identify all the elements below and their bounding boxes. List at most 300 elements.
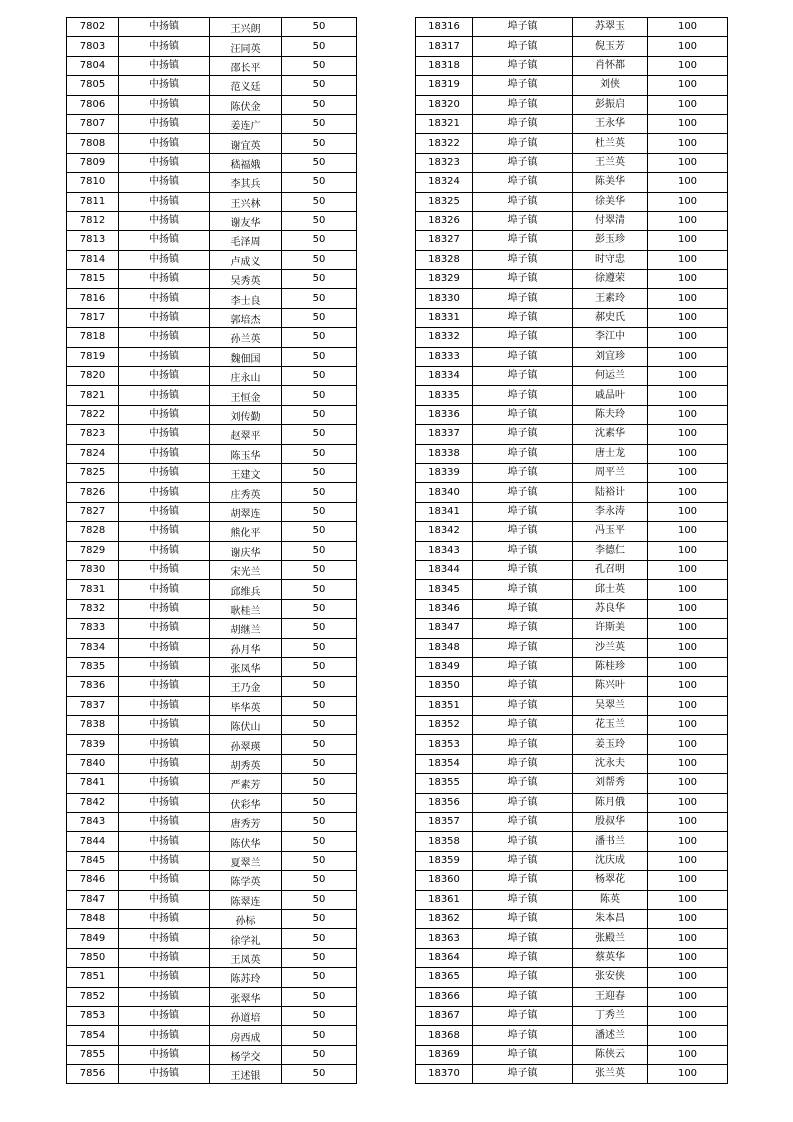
cell-town-text: 埠子镇 <box>507 951 538 963</box>
cell-town <box>473 270 573 289</box>
cell-amount-text: 100 <box>677 758 698 770</box>
cell-town-text: 中扬镇 <box>149 215 179 227</box>
cell-number-text: 18349 <box>428 661 460 673</box>
cell-number-text: 7817 <box>79 312 106 324</box>
cell-name-text: 徐学礼 <box>230 935 261 947</box>
cell-name <box>573 463 648 482</box>
cell-number <box>416 832 473 851</box>
table-row <box>67 832 357 851</box>
table-row <box>416 386 728 405</box>
cell-number <box>416 677 473 696</box>
table-row <box>416 793 728 812</box>
cell-name-text: 卢成义 <box>230 256 261 268</box>
cell-amount-text: 100 <box>677 661 698 673</box>
cell-amount <box>282 173 357 192</box>
cell-town <box>473 735 573 754</box>
cell-name-text: 潘述兰 <box>595 1029 625 1041</box>
cell-amount-text: 50 <box>312 428 326 440</box>
table-row <box>67 1006 357 1025</box>
cell-town-text: 中扬镇 <box>149 409 179 420</box>
cell-number-text: 7805 <box>79 79 106 91</box>
cell-name <box>210 367 282 386</box>
cell-name-text: 李士良 <box>230 295 261 307</box>
cell-number <box>416 250 473 269</box>
cell-name-text: 张安侠 <box>595 971 625 983</box>
cell-number <box>416 37 473 56</box>
table-row <box>416 987 728 1006</box>
cell-town-text: 中扬镇 <box>149 583 179 595</box>
cell-number-text: 7829 <box>79 544 106 556</box>
cell-name <box>573 871 648 890</box>
cell-name <box>573 18 648 37</box>
cell-town-text: 埠子镇 <box>507 971 538 983</box>
table-row <box>67 1065 357 1084</box>
cell-name <box>573 95 648 114</box>
cell-number-text: 18347 <box>428 622 460 634</box>
cell-number-text: 18343 <box>428 544 460 556</box>
cell-town-text: 埠子镇 <box>507 816 538 828</box>
cell-number-text: 18323 <box>428 156 460 168</box>
table-row <box>67 270 357 289</box>
cell-name <box>573 405 648 424</box>
cell-number-text: 18367 <box>428 1010 460 1022</box>
cell-number-text: 18361 <box>428 893 460 905</box>
cell-town-text: 埠子镇 <box>507 79 538 91</box>
cell-town <box>119 95 210 114</box>
cell-number-text: 7812 <box>79 215 106 227</box>
cell-amount <box>282 948 357 967</box>
cell-name <box>210 114 282 133</box>
cell-town <box>473 173 573 192</box>
cell-amount <box>282 134 357 153</box>
cell-name-text: 张凤华 <box>230 664 261 676</box>
cell-town-text: 中扬镇 <box>149 370 179 382</box>
cell-number <box>67 599 119 618</box>
cell-name <box>210 774 282 793</box>
table-row <box>416 502 728 521</box>
cell-number <box>416 696 473 715</box>
cell-name-text: 王述银 <box>230 1071 261 1083</box>
cell-amount-text: 50 <box>312 331 326 343</box>
cell-amount-text: 50 <box>312 971 326 983</box>
cell-town-text: 中扬镇 <box>149 893 179 905</box>
cell-town-text: 中扬镇 <box>149 1029 179 1041</box>
cell-name <box>573 231 648 250</box>
cell-number-text: 18321 <box>428 118 460 130</box>
cell-amount <box>648 987 728 1006</box>
cell-town <box>119 153 210 172</box>
cell-name <box>573 250 648 269</box>
cell-amount <box>648 580 728 599</box>
cell-town-text: 埠子镇 <box>507 1029 538 1041</box>
cell-amount-text: 50 <box>312 990 326 1002</box>
cell-amount-text: 50 <box>312 1068 326 1080</box>
cell-town <box>119 502 210 521</box>
cell-number-text: 7823 <box>79 428 106 440</box>
roster-table-right <box>415 17 728 1084</box>
table-row <box>67 289 357 308</box>
cell-number-text: 7814 <box>79 253 106 265</box>
cell-town <box>119 76 210 95</box>
cell-name <box>210 929 282 948</box>
cell-amount-text: 50 <box>312 370 326 382</box>
cell-town-text: 中扬镇 <box>149 719 179 731</box>
cell-amount <box>282 522 357 541</box>
cell-number-text: 7835 <box>79 661 106 673</box>
cell-town <box>119 890 210 909</box>
cell-number <box>67 405 119 424</box>
cell-name-text: 徐美华 <box>595 195 625 207</box>
cell-town-text: 埠子镇 <box>507 312 538 324</box>
cell-number-text: 18327 <box>428 234 460 246</box>
cell-amount-text: 100 <box>677 874 698 886</box>
table-row <box>67 1026 357 1045</box>
cell-number-text: 7850 <box>79 951 106 963</box>
cell-amount-text: 50 <box>312 1010 326 1022</box>
cell-name-text: 陈侠云 <box>595 1048 625 1060</box>
cell-amount-text: 50 <box>312 816 326 828</box>
table-row <box>416 638 728 657</box>
cell-amount <box>648 483 728 502</box>
cell-number <box>416 153 473 172</box>
table-row <box>67 541 357 560</box>
cell-name <box>573 56 648 75</box>
cell-name <box>210 289 282 308</box>
cell-name <box>210 657 282 676</box>
cell-amount <box>282 483 357 502</box>
table-row <box>67 328 357 347</box>
table-row <box>67 192 357 211</box>
cell-amount <box>282 832 357 851</box>
cell-number-text: 7830 <box>79 564 106 576</box>
cell-town <box>473 677 573 696</box>
table-row <box>67 948 357 967</box>
cell-amount-text: 50 <box>312 951 326 963</box>
cell-town-text: 埠子镇 <box>507 641 538 653</box>
cell-town-text: 埠子镇 <box>507 525 538 537</box>
cell-amount-text: 100 <box>677 98 698 110</box>
cell-town-text: 中扬镇 <box>149 951 179 963</box>
cell-number-text: 18339 <box>428 467 460 479</box>
cell-amount-text: 50 <box>312 932 326 944</box>
cell-town-text: 埠子镇 <box>507 137 538 149</box>
cell-town <box>473 95 573 114</box>
cell-town <box>119 211 210 230</box>
cell-amount <box>282 657 357 676</box>
cell-number <box>67 1065 119 1084</box>
cell-name-text: 耿桂兰 <box>230 605 261 617</box>
cell-name-text: 倪玉芳 <box>595 40 625 52</box>
cell-number-text: 18370 <box>428 1068 460 1080</box>
cell-name-text: 张兰英 <box>595 1068 625 1080</box>
table-row <box>416 619 728 638</box>
cell-town <box>473 367 573 386</box>
cell-number-text: 18357 <box>428 816 460 828</box>
table-row <box>67 851 357 870</box>
cell-name <box>573 328 648 347</box>
cell-name-text: 许斯美 <box>595 622 625 634</box>
cell-name <box>573 677 648 696</box>
cell-amount-text: 100 <box>677 59 698 71</box>
cell-amount-text: 50 <box>312 758 326 770</box>
cell-name <box>573 832 648 851</box>
cell-name-text: 王素玲 <box>595 292 625 304</box>
cell-amount-text: 100 <box>677 835 698 847</box>
cell-amount <box>648 289 728 308</box>
cell-name-text: 沈素华 <box>595 428 625 440</box>
cell-number-text: 7842 <box>79 796 106 808</box>
cell-town-text: 中扬镇 <box>149 680 179 692</box>
cell-amount <box>648 405 728 424</box>
table-row <box>416 1045 728 1064</box>
table-row <box>67 114 357 133</box>
cell-number-text: 18322 <box>428 137 460 149</box>
cell-number <box>67 211 119 230</box>
cell-amount-text: 50 <box>312 292 326 304</box>
cell-town <box>473 522 573 541</box>
cell-town <box>119 270 210 289</box>
cell-amount-text: 50 <box>312 389 326 401</box>
cell-name <box>573 502 648 521</box>
cell-amount <box>282 1065 357 1084</box>
table-row <box>67 18 357 37</box>
cell-name <box>573 774 648 793</box>
table-row <box>416 1026 728 1045</box>
cell-town-text: 中扬镇 <box>149 312 179 324</box>
cell-amount <box>648 192 728 211</box>
cell-name <box>210 18 282 37</box>
cell-number-text: 18359 <box>428 854 460 866</box>
cell-name <box>573 1065 648 1084</box>
table-row <box>67 677 357 696</box>
cell-name-text: 王迎春 <box>595 990 625 1002</box>
cell-number <box>416 599 473 618</box>
cell-name-text: 陈伏山 <box>230 722 261 734</box>
table-row <box>416 56 728 75</box>
cell-town-text: 中扬镇 <box>149 854 179 866</box>
cell-town-text: 中扬镇 <box>149 273 179 285</box>
cell-town-text: 埠子镇 <box>507 176 538 188</box>
cell-amount-text: 100 <box>677 331 698 343</box>
cell-number <box>67 270 119 289</box>
cell-number-text: 7848 <box>79 913 106 925</box>
cell-name-text: 陆裕计 <box>595 486 625 498</box>
cell-number <box>416 1065 473 1084</box>
table-row <box>67 696 357 715</box>
cell-amount-text: 100 <box>677 1010 698 1022</box>
cell-amount-text: 50 <box>312 312 326 324</box>
cell-town <box>119 774 210 793</box>
roster-table-left <box>66 17 357 1084</box>
cell-town <box>473 134 573 153</box>
cell-number-text: 18345 <box>428 583 460 595</box>
cell-name <box>210 134 282 153</box>
cell-town <box>119 580 210 599</box>
cell-number-text: 18366 <box>428 990 460 1002</box>
cell-number-text: 7825 <box>79 467 106 479</box>
table-row <box>67 367 357 386</box>
cell-town-text: 中扬镇 <box>149 564 179 576</box>
cell-town <box>473 793 573 812</box>
cell-name <box>210 522 282 541</box>
cell-amount <box>282 716 357 735</box>
cell-town <box>473 560 573 579</box>
cell-number <box>416 1006 473 1025</box>
cell-amount-text: 50 <box>312 854 326 866</box>
cell-amount-text: 50 <box>312 544 326 556</box>
cell-town <box>119 793 210 812</box>
cell-name <box>573 909 648 928</box>
cell-town <box>119 813 210 832</box>
cell-name-text: 陈伏华 <box>230 838 261 850</box>
cell-number <box>67 308 119 327</box>
cell-amount <box>648 95 728 114</box>
cell-amount-text: 50 <box>312 137 326 149</box>
table-row <box>416 968 728 987</box>
cell-number <box>416 948 473 967</box>
cell-town <box>473 386 573 405</box>
cell-number <box>67 890 119 909</box>
cell-town <box>119 463 210 482</box>
cell-name-text: 严素芳 <box>230 780 261 792</box>
cell-town <box>473 832 573 851</box>
cell-name-text: 王兴林 <box>230 198 261 210</box>
table-row <box>416 890 728 909</box>
cell-name-text: 汪同英 <box>230 43 261 55</box>
table-row <box>67 134 357 153</box>
cell-town <box>473 1045 573 1064</box>
cell-number-text: 7840 <box>79 758 106 770</box>
table-row <box>416 270 728 289</box>
cell-town <box>473 657 573 676</box>
cell-amount <box>648 754 728 773</box>
cell-name-text: 孙月华 <box>230 644 261 656</box>
cell-name <box>573 1006 648 1025</box>
cell-number <box>416 968 473 987</box>
table-row <box>416 522 728 541</box>
cell-name <box>573 153 648 172</box>
table-row <box>416 1006 728 1025</box>
cell-number <box>67 696 119 715</box>
cell-name-text: 孙翠瑛 <box>230 741 261 753</box>
cell-name <box>210 754 282 773</box>
cell-amount <box>648 871 728 890</box>
cell-amount-text: 100 <box>677 583 698 595</box>
cell-number-text: 18326 <box>428 215 460 227</box>
cell-town-text: 中扬镇 <box>149 1010 179 1022</box>
table-row <box>416 560 728 579</box>
cell-number-text: 18365 <box>428 971 460 983</box>
cell-name-text: 沙兰英 <box>595 641 625 653</box>
cell-amount-text: 50 <box>312 661 326 673</box>
cell-amount <box>282 754 357 773</box>
cell-amount-text: 100 <box>677 176 698 188</box>
cell-amount-text: 50 <box>312 913 326 925</box>
cell-amount-text: 50 <box>312 350 326 362</box>
cell-town-text: 中扬镇 <box>149 1048 179 1060</box>
cell-amount-text: 100 <box>677 1029 698 1041</box>
cell-town-text: 埠子镇 <box>507 505 538 517</box>
cell-name-text: 郝史氏 <box>595 312 625 324</box>
cell-amount-text: 50 <box>312 1029 326 1041</box>
cell-town <box>473 347 573 366</box>
cell-amount <box>648 18 728 37</box>
cell-name <box>210 153 282 172</box>
cell-town <box>119 619 210 638</box>
cell-town <box>119 657 210 676</box>
cell-name-text: 陈美华 <box>595 176 625 188</box>
cell-town-text: 埠子镇 <box>507 602 538 614</box>
cell-number-text: 18368 <box>428 1029 460 1041</box>
cell-number <box>416 502 473 521</box>
cell-amount <box>282 813 357 832</box>
cell-number <box>67 134 119 153</box>
cell-number <box>416 173 473 192</box>
cell-name-text: 张殿兰 <box>595 932 625 944</box>
cell-amount <box>282 211 357 230</box>
cell-number-text: 7816 <box>79 292 106 304</box>
cell-town-text: 埠子镇 <box>507 854 538 866</box>
cell-name-text: 冯玉平 <box>595 525 625 537</box>
cell-amount-text: 50 <box>312 680 326 692</box>
cell-amount-text: 50 <box>312 195 326 207</box>
cell-amount-text: 50 <box>312 156 326 168</box>
cell-name <box>573 308 648 327</box>
cell-town-text: 埠子镇 <box>507 796 538 808</box>
cell-amount <box>282 1026 357 1045</box>
table-row <box>67 735 357 754</box>
cell-town <box>119 696 210 715</box>
cell-number-text: 18336 <box>428 409 460 420</box>
table-row <box>67 425 357 444</box>
cell-amount-text: 50 <box>312 796 326 808</box>
cell-number-text: 7824 <box>79 447 106 459</box>
table-row <box>416 1065 728 1084</box>
cell-amount <box>648 619 728 638</box>
table-row <box>416 425 728 444</box>
table-row <box>416 95 728 114</box>
table-row <box>416 173 728 192</box>
table-row <box>416 308 728 327</box>
cell-amount-text: 100 <box>677 777 698 789</box>
cell-name-text: 丁秀兰 <box>595 1010 625 1022</box>
cell-town-text: 埠子镇 <box>507 758 538 770</box>
cell-name-text: 毕华英 <box>230 702 261 714</box>
cell-name-text: 陈学英 <box>230 877 261 889</box>
cell-amount <box>648 328 728 347</box>
cell-amount <box>648 1045 728 1064</box>
cell-town <box>119 114 210 133</box>
cell-amount-text: 100 <box>677 253 698 265</box>
cell-amount <box>282 18 357 37</box>
cell-number <box>67 463 119 482</box>
cell-town <box>473 851 573 870</box>
cell-amount <box>282 774 357 793</box>
cell-town <box>473 948 573 967</box>
cell-name <box>573 716 648 735</box>
cell-amount <box>648 250 728 269</box>
cell-town-text: 埠子镇 <box>507 273 538 285</box>
cell-name <box>210 871 282 890</box>
cell-number-text: 7845 <box>79 854 106 866</box>
table-row <box>67 56 357 75</box>
cell-name <box>210 909 282 928</box>
cell-amount-text: 100 <box>677 467 698 479</box>
cell-number <box>67 832 119 851</box>
cell-name <box>573 134 648 153</box>
table-row <box>416 599 728 618</box>
cell-town <box>119 250 210 269</box>
